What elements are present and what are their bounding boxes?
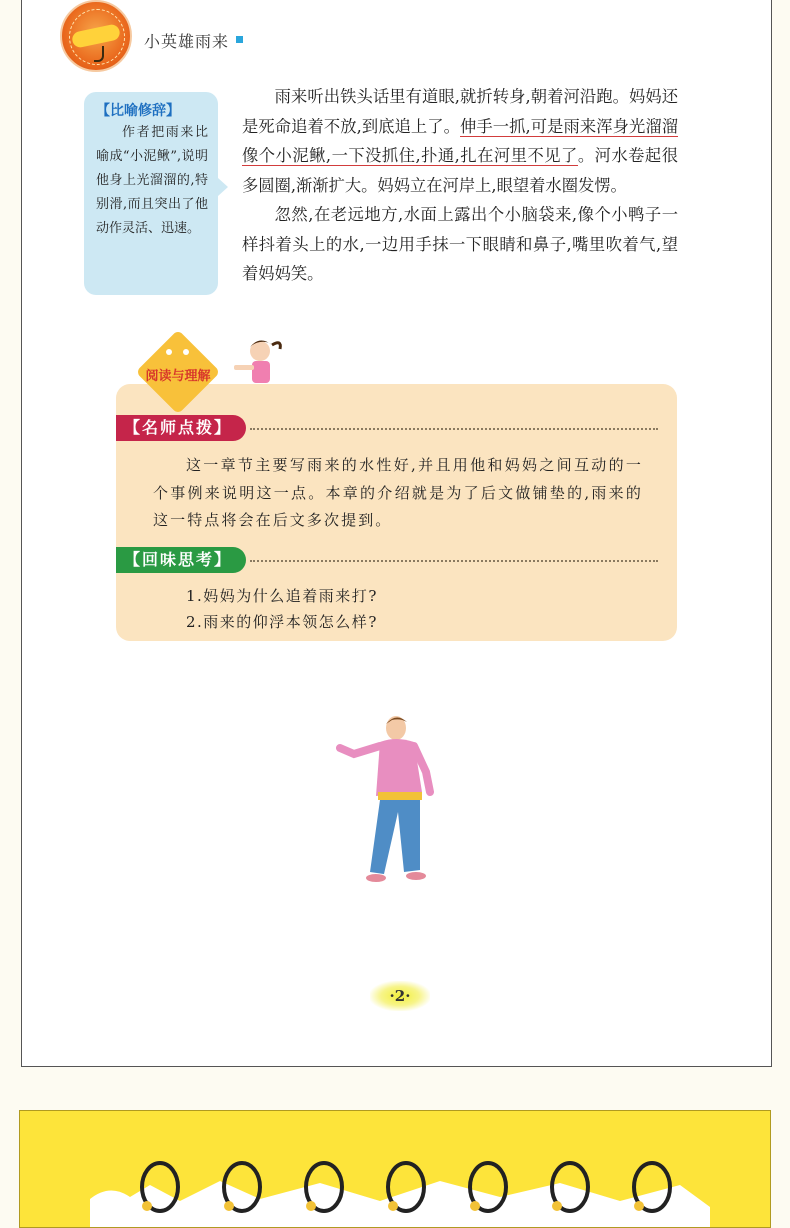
question-1: 1.妈妈为什么追着雨来打? <box>186 587 378 605</box>
side-note-title: 【比喻修辞】 <box>96 103 180 119</box>
teacher-tip-tag: 【名师点拨】 <box>116 415 246 441</box>
boy-illustration <box>330 712 450 892</box>
reading-section-label: 阅读与理解 <box>145 369 211 384</box>
yellow-notebook-banner <box>19 1110 771 1228</box>
paragraph-2: 忽然,在老远地方,水面上露出个小脑袋来,像个小鸭子一样抖着头上的水,一边用手抹一下眼睛和鼻子,嘴里吹着气,望着妈妈笑。 <box>242 205 678 283</box>
side-note-body: 作者把雨来比喻成“小泥鳅”,说明他身上光溜溜的,特别滑,而且突出了他动作灵活、迅速。 <box>96 125 208 236</box>
underlined-sentence: 伸手一抓,可是雨来浑身光溜溜像个小泥鳅,一下没抓住,扑通,扎在河里不见了 <box>242 116 678 165</box>
notebook-spiral-decoration <box>20 1111 771 1228</box>
dotted-divider <box>250 428 658 430</box>
teacher-tip-text: 这一章节主要写雨来的水性好,并且用他和妈妈之间互动的一个事例来说明这一点。本章的介绍就是为了后文做铺垫的,雨来的这一特点将会在后文多次提到。 <box>153 456 643 529</box>
page-header-title: 小英雄雨来 <box>144 32 230 51</box>
side-note-callout <box>84 92 218 295</box>
question-2: 2.雨来的仰浮本领怎么样? <box>186 613 378 631</box>
reflection-tag: 【回味思考】 <box>116 547 246 573</box>
header-square-icon <box>236 36 243 43</box>
diamond-badge-icon <box>133 327 223 417</box>
dotted-divider <box>250 560 658 562</box>
paragraph-1: 雨来听出铁头话里有道眼,就折转身,朝着河沿跑。妈妈还是死命追着不放,到底追上了。伸手一抓,可是雨来浑身光溜溜像个小泥鳅,一下没抓住,扑通,扎在河里不见了。河水卷起很多圆圈,渐渐扩大。妈妈立在河岸上,眼望着水圈发愣。 <box>242 87 678 195</box>
reflection-questions <box>186 583 378 635</box>
page-number: ·2· <box>370 981 430 1011</box>
girl-illustration <box>228 335 284 385</box>
book-logo-icon <box>60 0 132 72</box>
main-story-text <box>242 82 678 289</box>
